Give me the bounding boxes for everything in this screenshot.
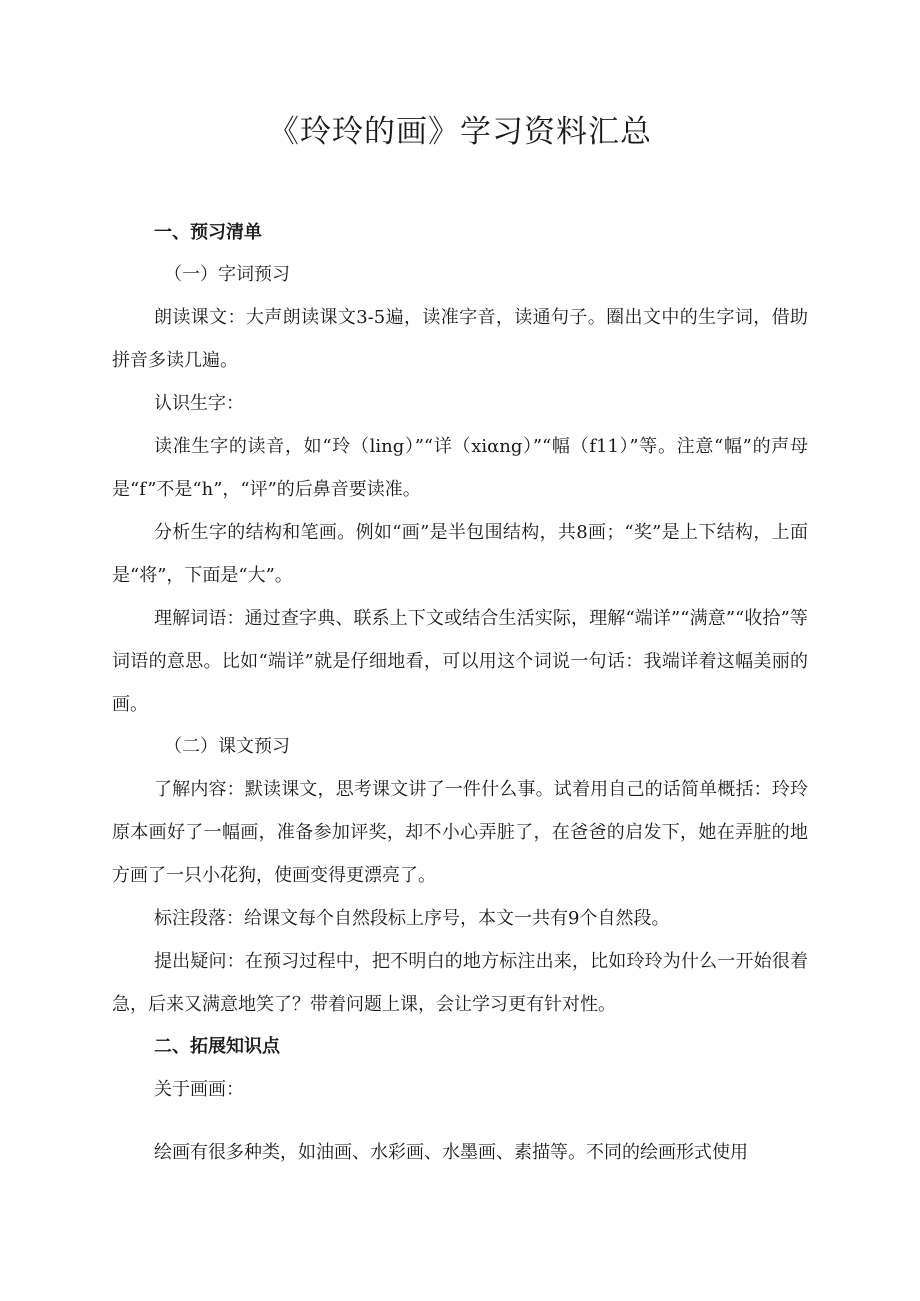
paragraph-mark-sections: 标注段落：给课文每个自然段标上序号，本文一共有9个自然段。 [154,908,670,929]
paragraph-spacer [112,1111,808,1131]
paragraph-painting-types: 绘画有很多种类，如油画、水彩画、水墨画、素描等。不同的绘画形式使用 [154,1142,748,1163]
paragraph-pronunciation: 读准生字的读音，如“玲（ling）”“详（xiαng）”“幅（f11）”等。注意“幅”的声母是“f”不是“h”，“评”的后鼻音要读准。 [112,436,808,500]
paragraph-read-aloud: 朗读课文：大声朗读课文3-5遍，读准字音，读通句子。圈出文中的生字词，借助拼音多读几遍。 [112,307,808,371]
section-heading-extended-knowledge: 二、拓展知识点 [154,1036,280,1057]
paragraph-about-painting: 关于画画： [154,1079,244,1100]
paragraph-content-summary: 了解内容：默读课文，思考课文讲了一件什么事。试着用自己的话简单概括：玲玲原本画好了一幅画，准备参加评奖，却不小心弄脏了，在爸爸的启发下，她在弄脏的地方画了一只小花狗，使画变得更漂亮了。 [112,779,808,886]
section-heading-preview-list: 一、预习清单 [154,222,262,243]
paragraph-recognize-characters: 认识生字： [154,393,244,414]
paragraph-structure: 分析生字的结构和笔画。例如“画”是半包围结构，共8画；“奖”是上下结构，上面是“将”，下面是“大”。 [112,522,808,586]
subsection-heading-word-preview: （一）字词预习 [164,264,290,285]
paragraph-vocabulary: 理解词语：通过查字典、联系上下文或结合生活实际，理解“端详”“满意”“收拾”等词语的意思。比如“端详”就是仔细地看，可以用这个词说一句话：我端详着这幅美丽的画。 [112,608,808,715]
subsection-heading-text-preview: （二）课文预习 [164,736,290,757]
document-title: 《玲玲的画》学习资料汇总 [268,114,652,150]
paragraph-ask-questions: 提出疑问：在预习过程中，把不明白的地方标注出来，比如玲玲为什么一开始很着急，后来又满意地笑了？带着问题上课，会让学习更有针对性。 [112,951,808,1015]
document-body [112,212,808,1174]
